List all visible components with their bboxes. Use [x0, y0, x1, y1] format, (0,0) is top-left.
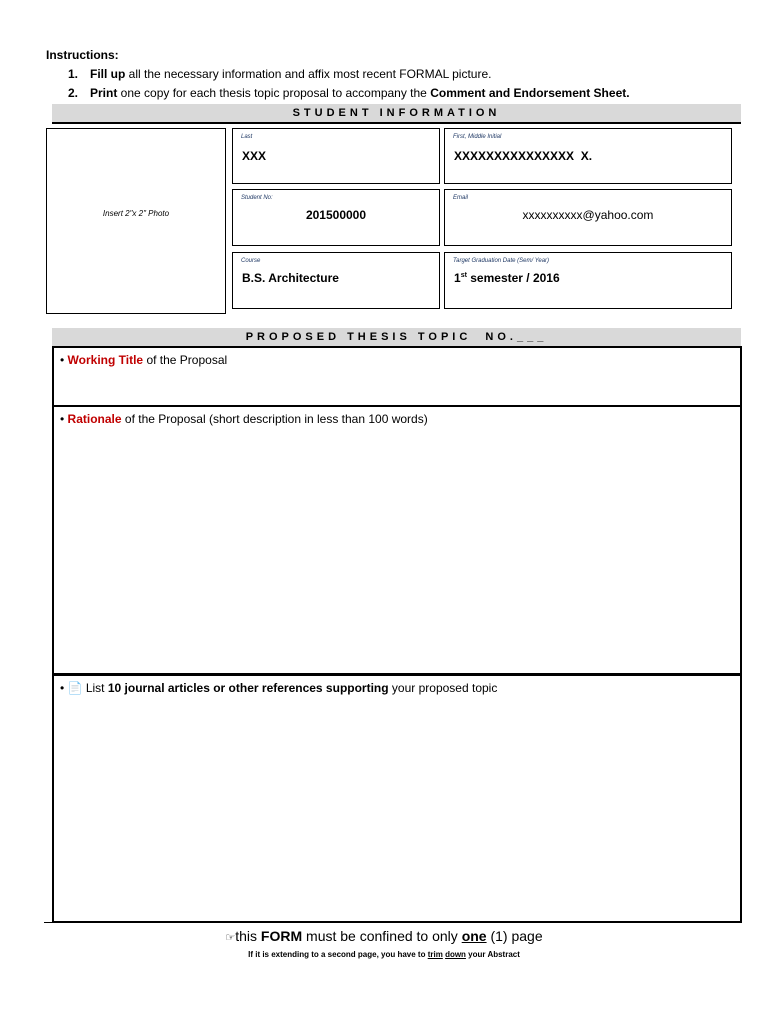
working-title-highlight: Working Title — [67, 353, 144, 367]
field-label: Course — [241, 258, 261, 264]
instructions-title: Instructions: — [46, 48, 119, 62]
field-label: First, Middle Initial — [453, 134, 502, 140]
field-label: Target Graduation Date (Sem/ Year) — [453, 258, 550, 264]
field-value: xxxxxxxxxx@yahoo.com — [522, 208, 654, 222]
rationale-box[interactable] — [52, 406, 742, 675]
references-box[interactable] — [52, 674, 742, 923]
grad-value-text: semester / 2016 — [466, 271, 560, 285]
instruction-text: all the necessary information and affix most recent FORMAL picture. — [125, 67, 492, 81]
proposed-thesis-topic-header: PROPOSED THESIS TOPIC NO.___ — [52, 328, 741, 346]
field-value: XXXXXXXXXXXXXXX X. — [454, 149, 593, 163]
footer-post: (1) page — [486, 928, 543, 944]
footer-one: one — [461, 928, 487, 944]
field-value: 201500000 — [305, 208, 367, 222]
bullet: • — [60, 353, 65, 367]
graduation-date-field[interactable] — [444, 252, 732, 309]
footer-mid: must be confined to only — [302, 928, 462, 944]
field-value: B.S. Architecture — [242, 271, 339, 285]
grad-value-suffix: st — [460, 272, 467, 279]
first-name-field[interactable] — [444, 128, 732, 184]
student-number-field[interactable] — [232, 189, 440, 246]
field-label: Student No: — [241, 195, 273, 201]
footer-sub-post: your Abstract — [465, 950, 520, 959]
email-field[interactable] — [444, 189, 732, 246]
references-label — [60, 681, 497, 695]
footer-pre: this — [235, 928, 261, 944]
references-bold: 10 journal articles or other references supporting — [107, 681, 389, 695]
references-text: your proposed topic — [388, 681, 498, 695]
footer-sub-pre: If it is extending to a second page, you have to — [248, 950, 428, 959]
instruction-text: one copy for each thesis topic proposal to accompany the — [117, 86, 431, 100]
instruction-number: 2. — [68, 86, 79, 100]
instruction-lead: Fill up — [90, 67, 126, 81]
rationale-highlight: Rationale — [67, 412, 122, 426]
pointing-hand-icon: ☞ — [225, 932, 236, 944]
document-icon: 📄 — [67, 681, 83, 695]
bottom-divider — [44, 922, 742, 923]
footer-note — [0, 928, 768, 944]
instruction-item-1 — [68, 67, 492, 81]
footer-subnote — [0, 950, 768, 959]
rationale-text: of the Proposal (short description in less than 100 words) — [121, 412, 428, 426]
footer-sub-down: down — [445, 950, 466, 959]
photo-placeholder[interactable] — [46, 128, 226, 314]
footer-form: FORM — [260, 928, 303, 944]
working-title-label — [60, 353, 227, 367]
working-title-box[interactable] — [52, 346, 742, 407]
bullet: • — [60, 412, 65, 426]
last-name-field[interactable] — [232, 128, 440, 184]
grad-value-number: 1 — [454, 271, 461, 285]
instruction-number: 1. — [68, 67, 79, 81]
references-pre: List — [82, 681, 108, 695]
field-label: Last — [241, 134, 253, 140]
bullet: • — [60, 681, 65, 695]
course-field[interactable] — [232, 252, 440, 309]
footer-sub-trim: trim — [427, 950, 443, 959]
working-title-text: of the Proposal — [143, 353, 228, 367]
instruction-tail: Comment and Endorsement Sheet. — [430, 86, 630, 100]
instruction-item-2 — [68, 86, 630, 100]
instruction-lead: Print — [90, 86, 118, 100]
field-value — [454, 271, 560, 285]
field-label: Email — [453, 195, 469, 201]
photo-label: Insert 2"x 2" Photo — [102, 209, 170, 218]
field-value: XXX — [242, 149, 267, 163]
rationale-label — [60, 412, 428, 426]
student-information-header: STUDENT INFORMATION — [52, 104, 741, 124]
